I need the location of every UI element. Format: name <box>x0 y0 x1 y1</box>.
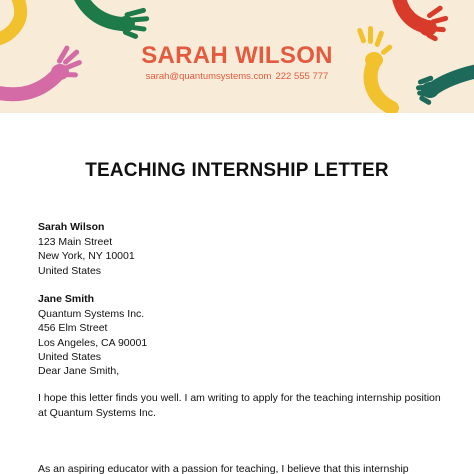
green-arm-decoration <box>78 0 122 24</box>
paragraph-1 <box>38 391 441 420</box>
paragraph-2 <box>38 462 436 474</box>
salutation-text: Dear Jane Smith, <box>38 365 120 377</box>
sender-header-name: SARAH WILSON <box>141 42 333 69</box>
recipient-company: Quantum Systems Inc. <box>38 307 145 320</box>
sender-address-line-1: 123 Main Street <box>38 235 113 248</box>
sender-contact-line <box>0 71 474 82</box>
letter-title: TEACHING INTERNSHIP LETTER <box>85 160 389 181</box>
sender-country: United States <box>38 264 102 277</box>
paragraph-2-line-1: As an aspiring educator with a passion for teaching, I believe that this internship <box>38 463 409 474</box>
red-arm-decoration <box>398 0 424 26</box>
recipient-address-block <box>38 292 436 365</box>
paragraph-1-line-1: I hope this letter finds you well. I am writing to apply for the teaching internship position <box>38 392 441 404</box>
recipient-address-line-2: Los Angeles, CA 90001 <box>38 336 148 349</box>
salutation <box>38 364 436 379</box>
red-hand-icon <box>419 5 449 42</box>
sender-name: Sarah Wilson <box>38 221 105 233</box>
yellow-arm-decoration <box>0 0 21 40</box>
sender-address-line-2: New York, NY 10001 <box>38 250 135 262</box>
recipient-address-line-1: 456 Elm Street <box>38 322 108 334</box>
sender-phone: 222 555 777 <box>275 71 329 82</box>
recipient-country: United States <box>38 351 102 363</box>
recipient-name: Jane Smith <box>38 293 95 305</box>
letterhead-banner <box>0 0 474 113</box>
paragraph-1-line-2: at Quantum Systems Inc. <box>38 406 156 419</box>
sender-email[interactable]: sarah@quantumsystems.com <box>145 71 272 82</box>
green-hand-icon <box>117 7 149 39</box>
sender-address-block <box>38 220 436 278</box>
